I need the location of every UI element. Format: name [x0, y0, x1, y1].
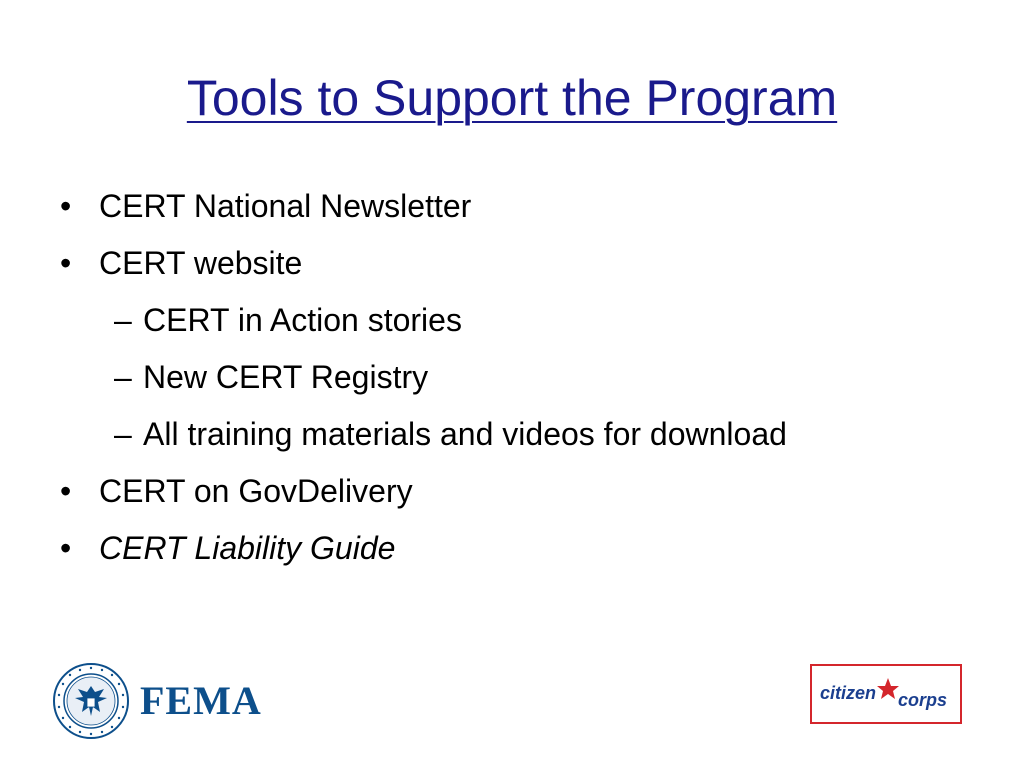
bullet-text: CERT website	[99, 245, 303, 281]
dhs-seal-icon	[52, 662, 130, 740]
bullet-text: CERT National Newsletter	[99, 188, 472, 224]
bullet-marker: •	[60, 530, 72, 566]
sub-bullet-item	[0, 349, 1024, 406]
citizen-corps-logo	[810, 664, 962, 724]
sub-bullet-item	[0, 292, 1024, 349]
star-icon	[877, 678, 899, 699]
corps-word: corps	[898, 690, 948, 710]
citizen-corps-logo-graphic	[812, 666, 960, 722]
slide-title	[0, 66, 1024, 130]
bullet-marker: •	[60, 188, 72, 224]
slide-title-text: Tools to Support the Program	[186, 70, 838, 126]
sub-bullet-text: All training materials and videos for download	[143, 416, 787, 452]
bullet-item	[0, 463, 1024, 520]
sub-bullet-text: New CERT Registry	[143, 359, 429, 395]
bullet-item	[0, 235, 1024, 292]
bullet-text-italic: CERT Liability Guide	[99, 530, 396, 566]
fema-logo	[52, 662, 272, 740]
bullet-list	[0, 178, 1024, 577]
sub-bullet-marker: –	[114, 416, 132, 452]
citizen-word: citizen	[820, 683, 877, 703]
sub-bullet-item	[0, 406, 1024, 463]
bullet-item	[0, 520, 1024, 577]
sub-bullet-marker: –	[114, 302, 132, 338]
sub-bullet-text: CERT in Action stories	[143, 302, 462, 338]
fema-wordmark: FEMA	[140, 678, 262, 723]
bullet-marker: •	[60, 245, 72, 281]
bullet-text: CERT on GovDelivery	[99, 473, 413, 509]
bullet-marker: •	[60, 473, 72, 509]
sub-bullet-marker: –	[114, 359, 132, 395]
bullet-item	[0, 178, 1024, 235]
